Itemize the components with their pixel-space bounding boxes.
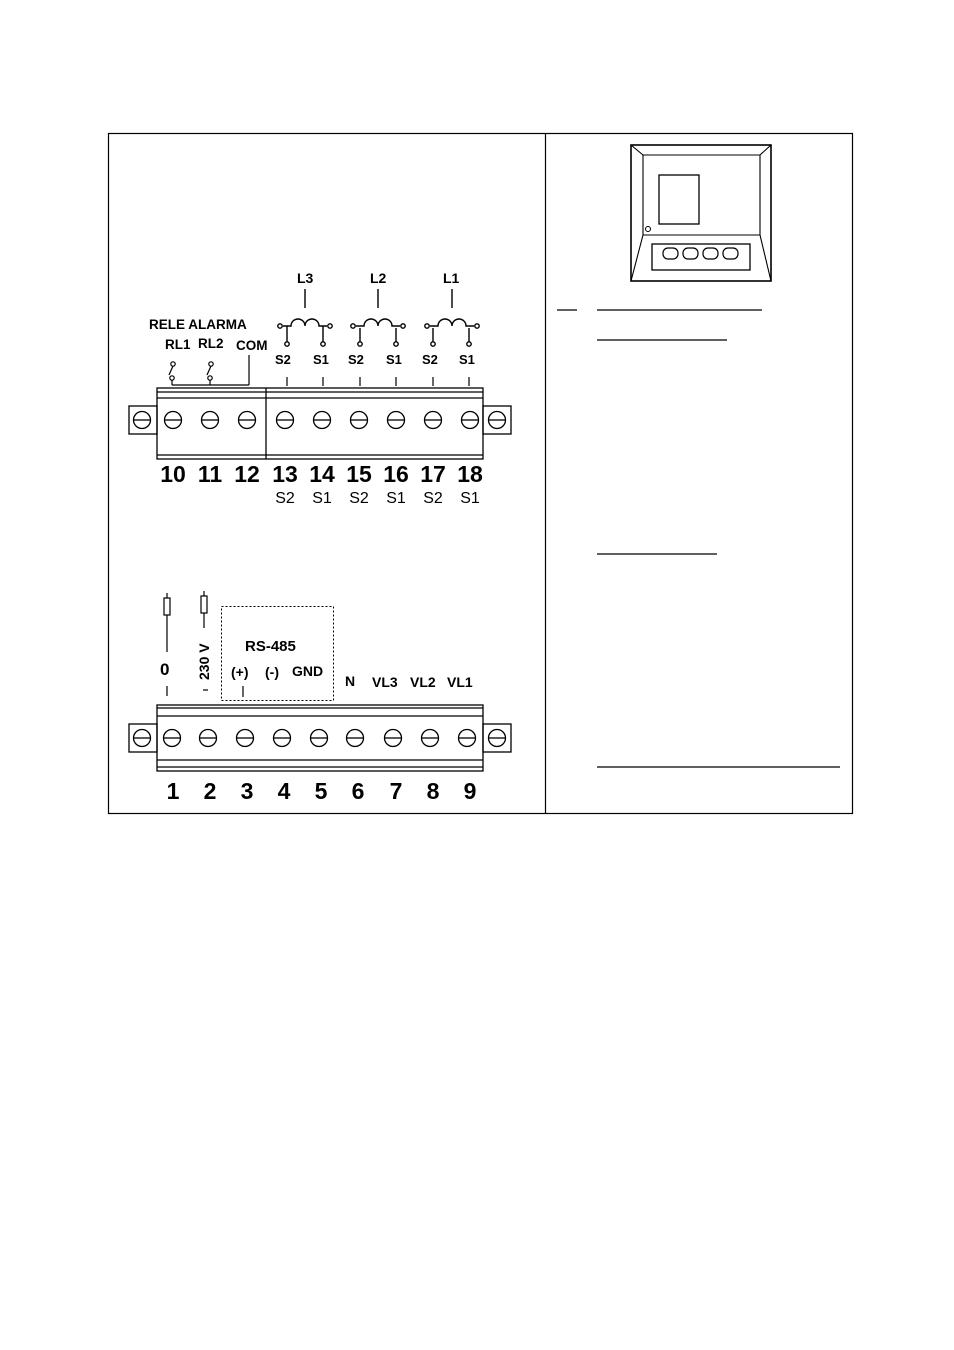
coil-label-14: S1: [313, 352, 329, 367]
voltage-vl2-label: VL2: [410, 674, 436, 690]
terminal-13: 13: [272, 461, 298, 487]
supply-tick-marks: [167, 686, 208, 696]
ct-coil-l3: [278, 289, 332, 346]
relay-com-label: COM: [236, 338, 268, 353]
voltage-vl3-label: VL3: [372, 674, 398, 690]
voltage-n-label: N: [345, 673, 356, 689]
sublabel-13: S2: [275, 490, 295, 507]
terminal-5: 5: [314, 778, 328, 804]
supply-230v-label: 230 V: [196, 643, 212, 680]
top-terminal-block: [129, 388, 511, 459]
relay-rl2-label: RL2: [198, 336, 224, 351]
terminal-15: 15: [346, 461, 372, 487]
bottom-terminal-numbers: [167, 778, 477, 804]
voltage-vl1-label: VL1: [447, 674, 473, 690]
terminal-4: 4: [277, 778, 291, 804]
relay-rl1-label: RL1: [165, 337, 191, 352]
terminal-6: 6: [351, 778, 365, 804]
ct-coil-l2: [351, 289, 405, 346]
phase-l2-label: L2: [370, 270, 387, 286]
coil-label-13: S2: [275, 352, 291, 367]
terminal-10: 10: [160, 461, 186, 487]
terminal-2: 2: [203, 778, 217, 804]
coil-tick-marks: [287, 377, 469, 386]
terminal-18: 18: [457, 461, 483, 487]
sublabel-18: S1: [460, 490, 480, 507]
supply-fuses: [164, 591, 207, 652]
coil-label-15: S2: [348, 352, 364, 367]
sublabel-16: S1: [386, 490, 406, 507]
top-terminal-numbers: [160, 461, 483, 487]
top-terminal-screws: [165, 412, 479, 429]
sublabel-14: S1: [312, 490, 332, 507]
coil-label-18: S1: [459, 352, 475, 367]
rs485-title: RS-485: [245, 638, 296, 655]
terminal-9: 9: [463, 778, 477, 804]
sublabel-15: S2: [349, 490, 369, 507]
top-terminal-sublabels: [275, 490, 480, 507]
supply-zero-label: 0: [160, 660, 170, 679]
terminal-14: 14: [309, 461, 335, 487]
terminal-12: 12: [234, 461, 260, 487]
ct-coil-l1: [425, 289, 479, 346]
coil-label-16: S1: [386, 352, 402, 367]
rs485-gnd-label: GND: [292, 663, 324, 679]
relay-contacts-schematic: [169, 355, 249, 385]
terminal-11: 11: [197, 461, 223, 487]
device-front-icon: [631, 145, 771, 281]
terminal-17: 17: [420, 461, 446, 487]
phase-l3-label: L3: [297, 270, 314, 286]
right-rule-lines: [557, 310, 840, 767]
terminal-7: 7: [389, 778, 403, 804]
relay-title: RELE ALARMA: [149, 317, 247, 332]
coil-label-17: S2: [422, 352, 438, 367]
phase-l1-label: L1: [443, 270, 460, 286]
terminal-16: 16: [383, 461, 409, 487]
bottom-terminal-screws: [164, 730, 476, 747]
sublabel-17: S2: [423, 490, 443, 507]
terminal-1: 1: [166, 778, 180, 804]
rs485-minus-label: (-): [265, 664, 279, 680]
terminal-8: 8: [426, 778, 440, 804]
terminal-3: 3: [240, 778, 254, 804]
rs485-plus-label: (+): [231, 664, 249, 680]
